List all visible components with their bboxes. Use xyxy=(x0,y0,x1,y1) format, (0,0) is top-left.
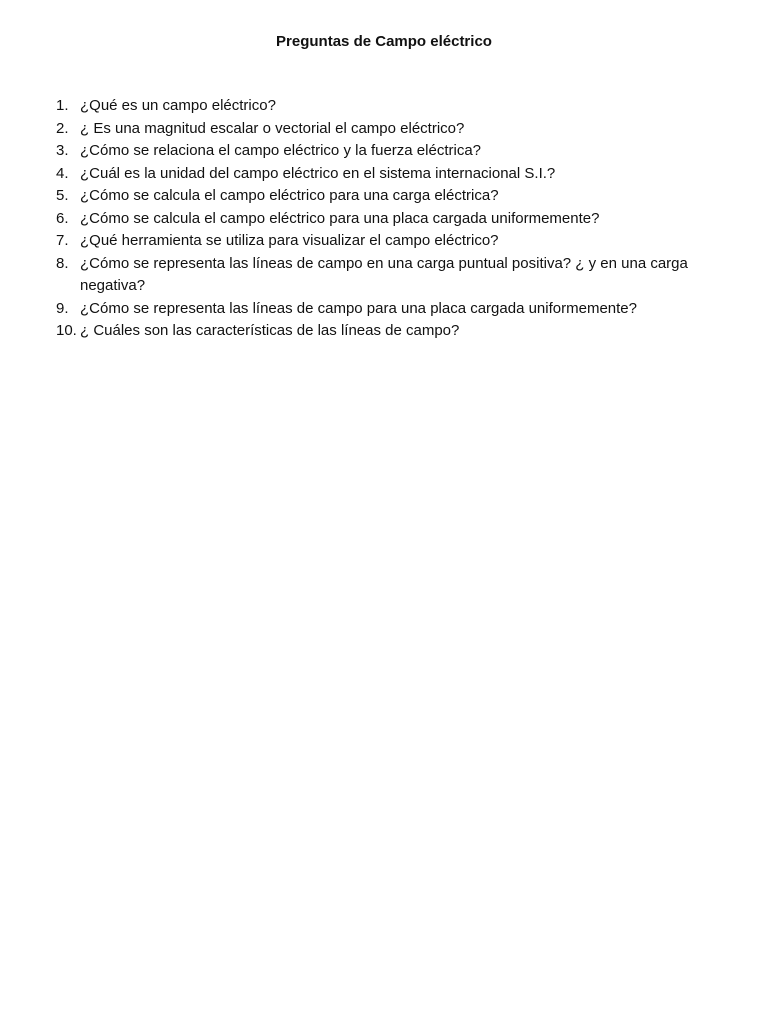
question-item xyxy=(56,208,746,231)
question-text: ¿Cómo se relaciona el campo eléctrico y la fuerza eléctrica? xyxy=(80,142,482,159)
question-text: ¿Qué es un campo eléctrico? xyxy=(80,97,276,114)
question-number: 4. xyxy=(56,164,69,182)
question-item xyxy=(56,140,746,163)
question-number: 6. xyxy=(56,209,69,227)
question-item xyxy=(56,298,746,321)
question-list xyxy=(56,95,746,343)
question-text: ¿Cómo se representa las líneas de campo en una carga puntual positiva? ¿ y en una carga negativa? xyxy=(80,254,688,294)
question-item xyxy=(56,95,746,118)
question-text: ¿ Es una magnitud escalar o vectorial el campo eléctrico? xyxy=(80,119,465,137)
question-text: ¿Cómo se representa las líneas de campo para una placa cargada uniformemente? xyxy=(80,299,637,317)
question-item xyxy=(56,253,746,298)
question-text: ¿Cómo se calcula el campo eléctrico para una placa cargada uniformemente? xyxy=(80,209,600,227)
question-item xyxy=(56,320,746,343)
question-text: ¿Cuál es la unidad del campo eléctrico en el sistema internacional S.I.? xyxy=(80,164,556,182)
document-title: Preguntas de Campo eléctrico xyxy=(276,33,492,50)
question-number: 8. xyxy=(56,254,69,272)
question-number: 1. xyxy=(56,97,69,114)
question-text: ¿ Cuáles son las características de las líneas de campo? xyxy=(80,322,460,339)
question-number: 3. xyxy=(56,142,69,159)
question-item xyxy=(56,118,746,141)
question-text: ¿Qué herramienta se utiliza para visualizar el campo eléctrico? xyxy=(80,232,499,249)
question-number: 10. xyxy=(56,322,77,339)
question-number: 2. xyxy=(56,119,69,137)
question-item xyxy=(56,230,746,253)
question-number: 9. xyxy=(56,299,69,317)
question-item xyxy=(56,185,746,208)
question-item xyxy=(56,163,746,186)
question-number: 5. xyxy=(56,187,69,204)
question-number: 7. xyxy=(56,232,69,249)
question-text: ¿Cómo se calcula el campo eléctrico para una carga eléctrica? xyxy=(80,187,499,204)
